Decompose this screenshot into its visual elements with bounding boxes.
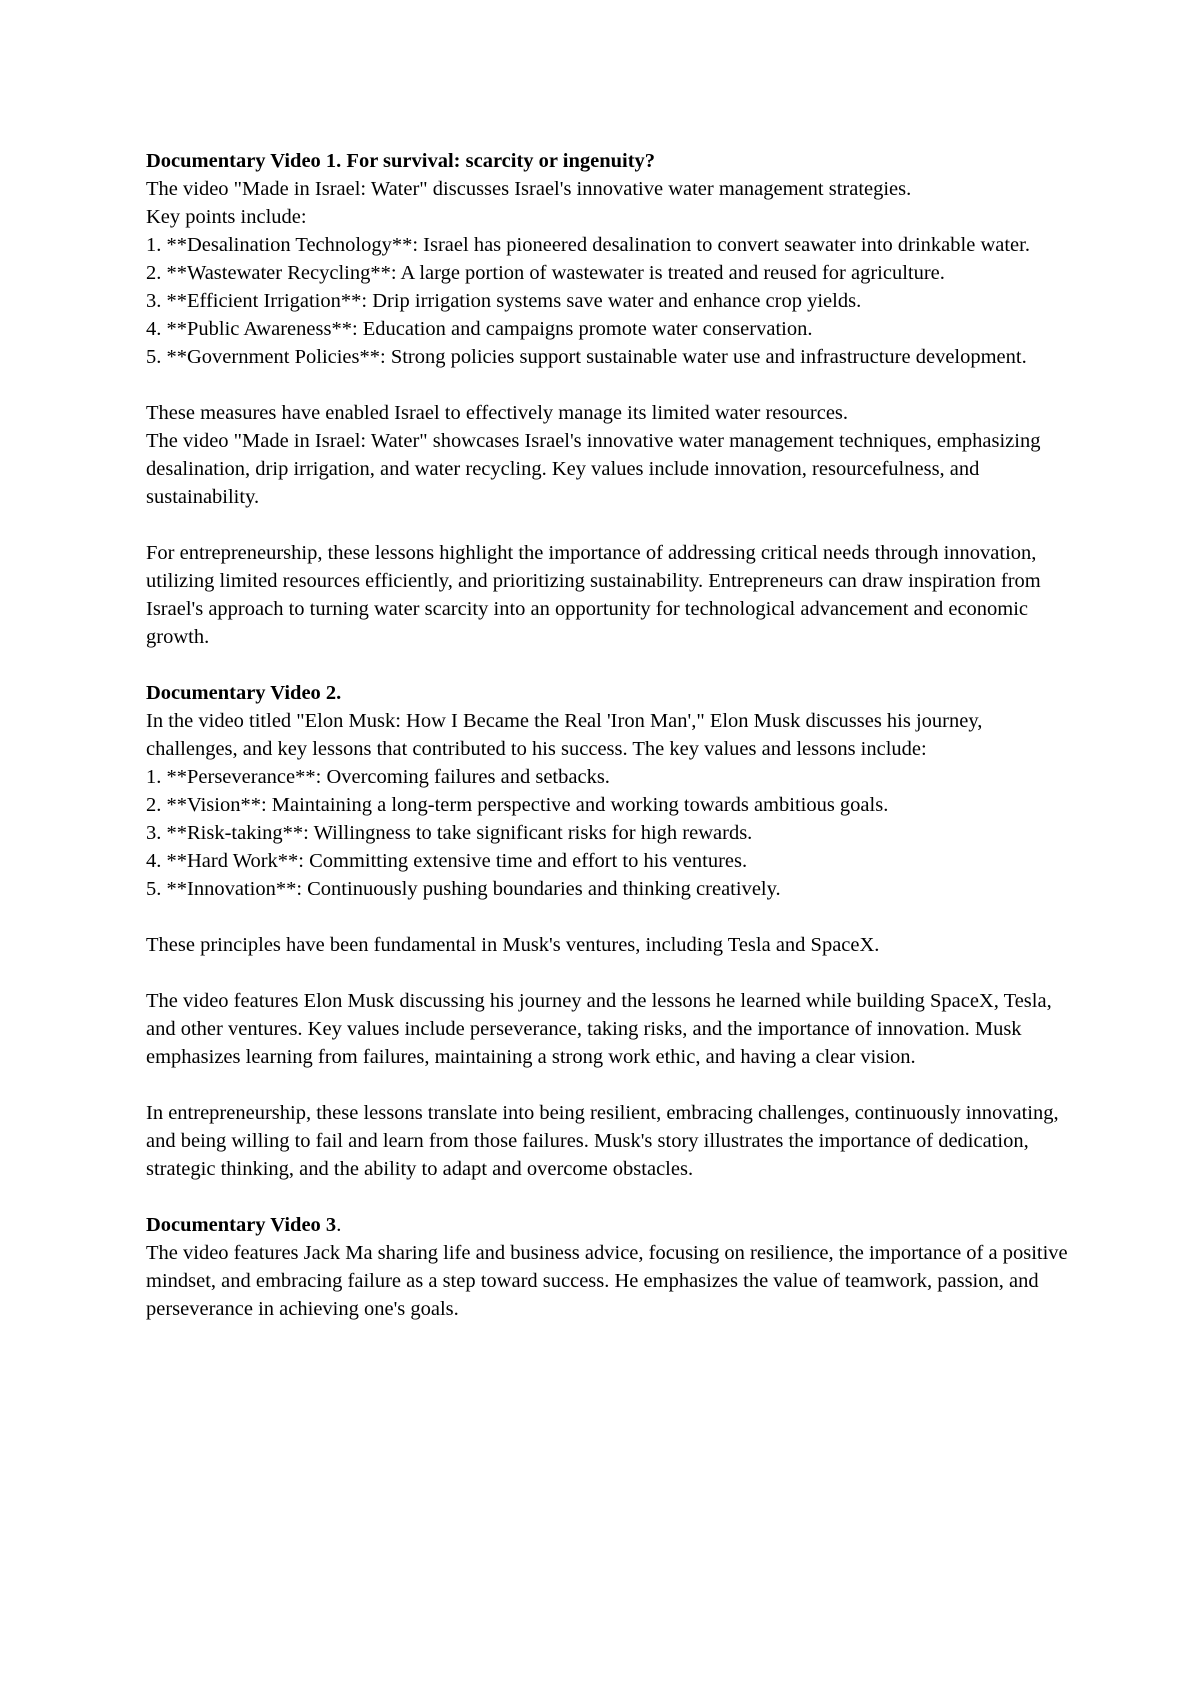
intro-line: The video "Made in Israel: Water" discusses Israel's innovative water management strategies. bbox=[146, 178, 912, 200]
section-heading: Documentary Video 1. For survival: scarcity or ingenuity? bbox=[146, 150, 656, 172]
list-item: 1. **Perseverance**: Overcoming failures and setbacks. bbox=[146, 766, 610, 788]
paragraph-gap bbox=[146, 511, 1076, 539]
paragraph: For entrepreneurship, these lessons highlight the importance of addressing critical needs through innovation, utilizing limited resources efficiently, and prioritizing sustainability. Entrepreneurs can draw inspiration from Israel's approach to turning water scarcity into an opportunity for technological advancement and economic growth. bbox=[146, 542, 1041, 648]
list-item: 3. **Risk-taking**: Willingness to take significant risks for high rewards. bbox=[146, 822, 753, 844]
list-item: 5. **Government Policies**: Strong policies support sustainable water use and infrastructure development. bbox=[146, 346, 1027, 368]
intro-line: Key points include: bbox=[146, 206, 307, 228]
paragraph: The video "Made in Israel: Water" showcases Israel's innovative water management techniques, emphasizing desalination, drip irrigation, and water recycling. Key values include innovation, resourcefulness, and sustainability. bbox=[146, 430, 1041, 508]
section-video-3 bbox=[146, 1211, 1076, 1323]
section-heading: Documentary Video 2. bbox=[146, 682, 342, 704]
paragraph: These measures have enabled Israel to effectively manage its limited water resources. bbox=[146, 402, 849, 424]
list-item: 4. **Public Awareness**: Education and campaigns promote water conservation. bbox=[146, 318, 813, 340]
list-item: 1. **Desalination Technology**: Israel has pioneered desalination to convert seawater into drinkable water. bbox=[146, 234, 1030, 256]
paragraph-gap bbox=[146, 1071, 1076, 1099]
paragraph: In entrepreneurship, these lessons translate into being resilient, embracing challenges, continuously innovating, and being willing to fail and learn from those failures. Musk's story illustrates the importance of dedication, strategic thinking, and the ability to adapt and overcome obstacles. bbox=[146, 1102, 1059, 1180]
intro-line: In the video titled "Elon Musk: How I Became the Real 'Iron Man'," Elon Musk discusses his journey, challenges, and key lessons that contributed to his success. The key values and lessons include: bbox=[146, 710, 983, 760]
paragraph-gap bbox=[146, 959, 1076, 987]
list-item: 5. **Innovation**: Continuously pushing boundaries and thinking creatively. bbox=[146, 878, 781, 900]
section-video-1 bbox=[146, 147, 1076, 651]
list-item: 4. **Hard Work**: Committing extensive time and effort to his ventures. bbox=[146, 850, 748, 872]
list-item: 2. **Vision**: Maintaining a long-term perspective and working towards ambitious goals. bbox=[146, 794, 889, 816]
intro-line: The video features Jack Ma sharing life and business advice, focusing on resilience, the importance of a positive mindset, and embracing failure as a step toward success. He emphasizes the value of teamwork, passion, and perseverance in achieving one's goals. bbox=[146, 1242, 1068, 1320]
document-page bbox=[146, 147, 1076, 1323]
list-item: 3. **Efficient Irrigation**: Drip irrigation systems save water and enhance crop yields. bbox=[146, 290, 862, 312]
paragraph-gap bbox=[146, 371, 1076, 399]
key-values-list bbox=[146, 763, 1076, 903]
section-heading: Documentary Video 3. bbox=[146, 1214, 342, 1236]
paragraph: These principles have been fundamental in Musk's ventures, including Tesla and SpaceX. bbox=[146, 934, 880, 956]
paragraph: The video features Elon Musk discussing his journey and the lessons he learned while building SpaceX, Tesla, and other ventures. Key values include perseverance, taking risks, and the importance of innovation. Musk emphasizes learning from failures, maintaining a strong work ethic, and having a clear vision. bbox=[146, 990, 1052, 1068]
paragraph-gap bbox=[146, 903, 1076, 931]
key-points-list bbox=[146, 231, 1076, 371]
list-item: 2. **Wastewater Recycling**: A large portion of wastewater is treated and reused for agriculture. bbox=[146, 262, 945, 284]
section-video-2 bbox=[146, 679, 1076, 1183]
